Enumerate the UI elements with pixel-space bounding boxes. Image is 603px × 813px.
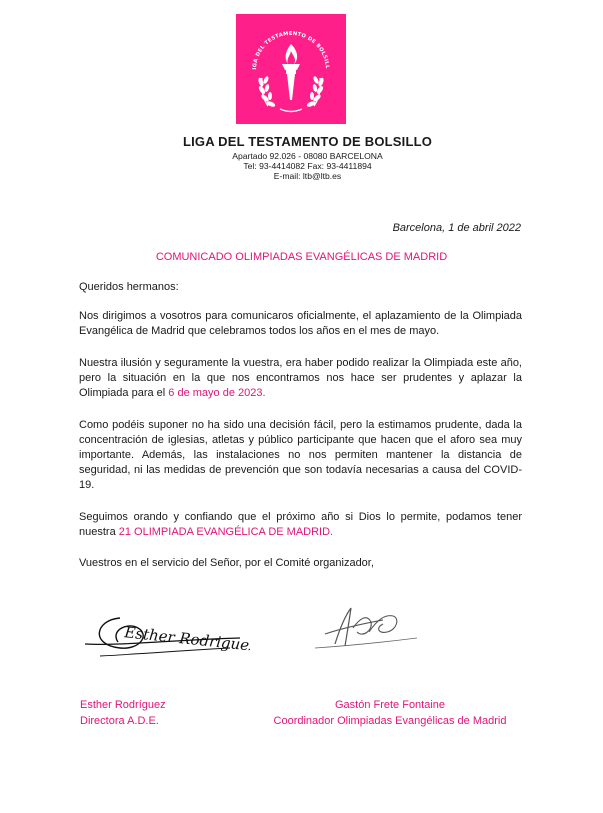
signatory-right-role: Coordinador Olimpiadas Evangélicas de Madrid <box>273 715 507 727</box>
olympic-torch-laurel-icon <box>236 14 346 124</box>
logo-lettering: IGA DEL TESTAMENTO DE BOLSILL <box>251 30 330 70</box>
paragraph-new-date-text: Nuestra ilusión y seguramente la vuestra, era haber podido realizar la Olimpiada este año, pero la situación en la que nos encontramos nos hace ser prudentes y aplazar la Olimpiada para el <box>79 357 522 399</box>
signatory-left <box>80 697 166 729</box>
salutation: Queridos hermanos: <box>79 281 179 293</box>
svg-text:LIGA DEL TESTAMENTO DE BOLSILL <box>236 14 330 70</box>
letter-date: Barcelona, 1 de abril 2022 <box>392 222 521 234</box>
signatory-right-name: Gastón Frete Fontaine <box>334 699 446 711</box>
closing-line: Vuestros en el servicio del Señor, por el Comité organizador, <box>79 557 374 569</box>
phone-fax-line: Tel: 93-4414082 Fax: 93-4411894 <box>243 161 372 171</box>
organization-logo <box>236 14 346 124</box>
signature-gaston <box>305 598 425 656</box>
letter-title: COMUNICADO OLIMPIADAS EVANGÉLICAS DE MADRID <box>155 251 448 263</box>
new-date-highlight: 6 de mayo de 2023. <box>168 387 266 399</box>
paragraph-postponement: Nos dirigimos a vosotros para comunicaros oficialmente, el aplazamiento de la Olimpiada Evangélica de Madrid que celebramos todos los años en el mes de mayo. <box>79 310 522 337</box>
signature-esther <box>80 600 250 670</box>
signatory-right <box>268 697 512 729</box>
paragraph-next-olympiad-text: Seguimos orando y confiando que el próximo año si Dios lo permite, podamos tener nuestra <box>79 511 522 538</box>
address-line: Apartado 92.026 - 08080 BARCELONA <box>232 151 383 161</box>
paragraph-next-olympiad <box>79 510 522 540</box>
signature-esther-handwriting: Esther Rodriguez <box>123 623 250 656</box>
next-olympiad-highlight: 21 OLIMPIADA EVANGÉLICA DE MADRID. <box>118 526 334 538</box>
signatory-left-role: Directora A.D.E. <box>80 715 159 727</box>
signatory-left-name: Esther Rodríguez <box>80 699 166 711</box>
organization-name: LIGA DEL TESTAMENTO DE BOLSILLO <box>182 134 433 149</box>
email-line: E-mail: ltb@ltb.es <box>273 171 342 181</box>
paragraph-reasons: Como podéis suponer no ha sido una decisión fácil, pero la estimamos prudente, dada la concentración de iglesias, atletas y público participante que hacen que el aforo sea muy importante. Además, las instalaciones no nos permiten mantener la distancia de seguridad, ni las medidas de prevención que son todavía necesarias a causa del COVID-19. <box>79 419 522 491</box>
paragraph-new-date <box>79 356 522 401</box>
